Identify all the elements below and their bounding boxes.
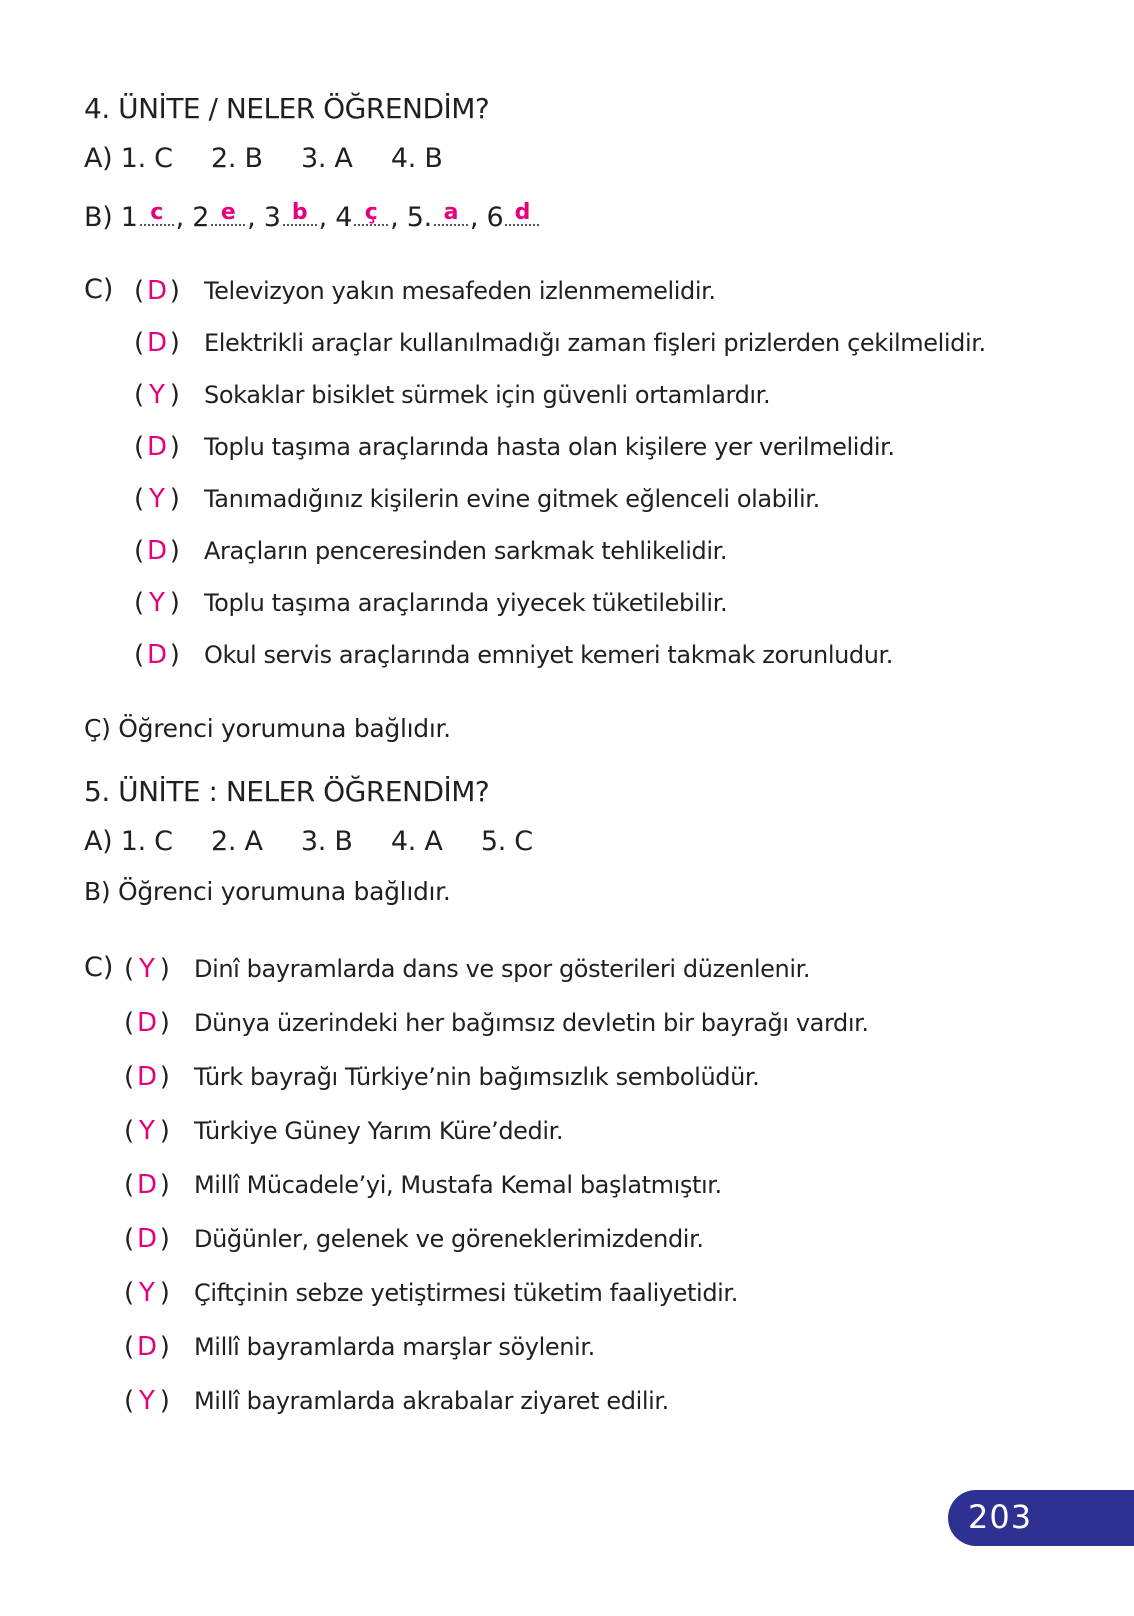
answer: 3. B: [300, 826, 353, 857]
page-number: 203: [968, 1498, 1033, 1536]
true-false-item: ( D ) Millî bayramlarda marşlar söylenir.: [124, 1332, 595, 1362]
fill-blank: ç: [354, 204, 388, 226]
unit5-title: 5. ÜNİTE : NELER ÖĞRENDİM?: [84, 775, 490, 808]
true-false-item: ( D ) Okul servis araçlarında emniyet kemeri takmak zorunludur.: [134, 640, 894, 670]
unit4-part-cc: Ç) Öğrenci yorumuna bağlıdır.: [84, 714, 451, 743]
part-b-label: B): [84, 202, 113, 233]
unit4-part-a: [84, 143, 473, 174]
true-false-item: ( Y ) Toplu taşıma araçlarında yiyecek tüketilebilir.: [134, 588, 728, 618]
blank-number: 6: [486, 202, 504, 233]
answer: 1. C: [120, 826, 173, 857]
fill-blank: e: [211, 204, 245, 226]
unit4-part-b: B) 1 c , 2 e , 3 b , 4 ç , 5. a , 6 d: [84, 202, 541, 233]
blank-number: 1: [120, 202, 138, 233]
unit5-part-a: [84, 826, 563, 857]
true-false-item: ( D ) Düğünler, gelenek ve göreneklerimizdendir.: [124, 1224, 704, 1254]
part-a-label: A): [84, 143, 113, 174]
part-c-label: C): [84, 952, 114, 983]
true-false-item: ( D ) Dünya üzerindeki her bağımsız devletin bir bayrağı vardır.: [124, 1008, 869, 1038]
true-false-item: ( Y ) Tanımadığınız kişilerin evine gitmek eğlenceli olabilir.: [134, 484, 820, 514]
true-false-item: ( Y ) Sokaklar bisiklet sürmek için güvenli ortamlardır.: [134, 380, 771, 410]
part-a-label: A): [84, 826, 113, 857]
true-false-item: ( D ) Millî Mücadele’yi, Mustafa Kemal başlatmıştır.: [124, 1170, 722, 1200]
fill-blank: c: [140, 204, 174, 226]
true-false-item: ( Y ) Millî bayramlarda akrabalar ziyaret edilir.: [124, 1386, 669, 1416]
page-number-tab: [948, 1490, 1134, 1546]
answer: 1. C: [120, 143, 173, 174]
true-false-item: ( D ) Toplu taşıma araçlarında hasta olan kişilere yer verilmelidir.: [134, 432, 895, 462]
fill-blank: a: [434, 204, 468, 226]
true-false-item: ( Y ) Türkiye Güney Yarım Küre’dedir.: [124, 1116, 564, 1146]
true-false-item: ( D ) Türk bayrağı Türkiye’nin bağımsızlık sembolüdür.: [124, 1062, 760, 1092]
unit4-title: 4. ÜNİTE / NELER ÖĞRENDİM?: [84, 92, 490, 125]
blank-number: 5.: [406, 202, 432, 233]
true-false-item: ( D ) Elektrikli araçlar kullanılmadığı zaman fişleri prizlerden çekilmelidir.: [134, 328, 986, 358]
true-false-item: ( D ) Televizyon yakın mesafeden izlenmemelidir.: [134, 276, 716, 306]
true-false-item: ( D ) Araçların penceresinden sarkmak tehlikelidir.: [134, 536, 728, 566]
unit5-part-b: B) Öğrenci yorumuna bağlıdır.: [84, 877, 451, 906]
answer: 2. A: [211, 826, 263, 857]
fill-blank: d: [505, 204, 539, 226]
part-c-label: C): [84, 274, 114, 305]
true-false-item: ( Y ) Çiftçinin sebze yetiştirmesi tüketim faaliyetidir.: [124, 1278, 738, 1308]
blank-number: 4: [335, 202, 353, 233]
blank-number: 2: [192, 202, 210, 233]
answer: 4. B: [390, 143, 443, 174]
true-false-item: ( Y ) Dinî bayramlarda dans ve spor gösterileri düzenlenir.: [124, 954, 811, 984]
blank-number: 3: [263, 202, 281, 233]
fill-blank: b: [283, 204, 317, 226]
answer: 4. A: [390, 826, 443, 857]
answer: 3. A: [300, 143, 353, 174]
answer: 5. C: [480, 826, 533, 857]
answer: 2. B: [211, 143, 263, 174]
